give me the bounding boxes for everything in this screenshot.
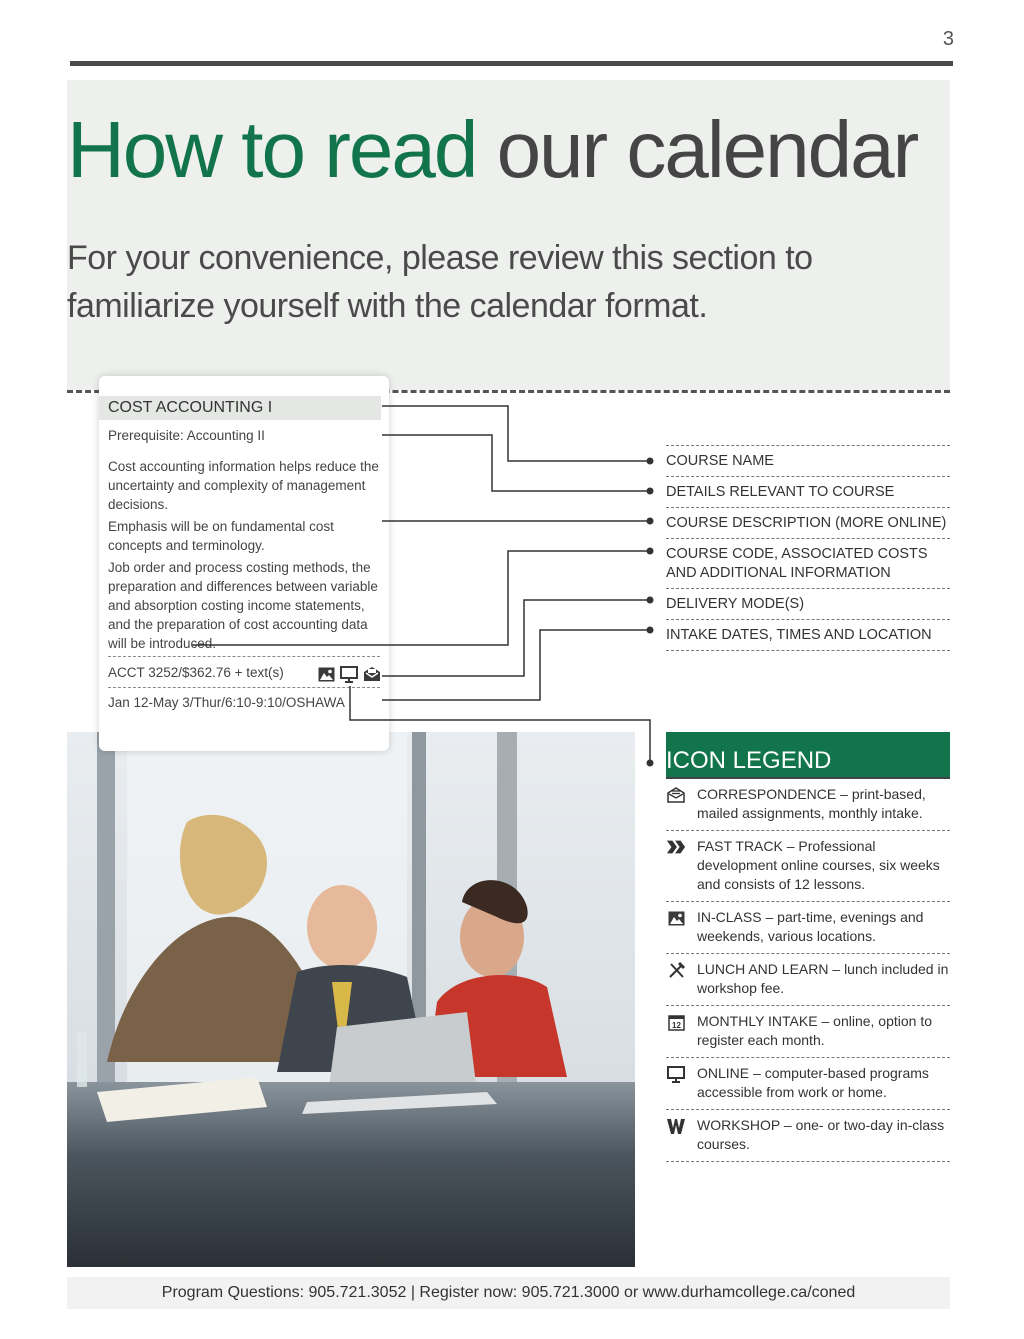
sample-course-prerequisite: Prerequisite: Accounting II [108,428,265,443]
legend-separator: – [761,909,778,925]
legend-item-name: WORKSHOP [697,1117,780,1133]
sample-course-intake: Jan 12-May 3/Thur/6:10-9:10/OSHAWA [108,695,345,710]
legend-separator: – [828,961,845,977]
legend-separator: – [779,1117,796,1133]
label-course-code: COURSE CODE, ASSOCIATED COSTS AND ADDITIONAL INFORMATION [666,538,950,588]
svg-text:12: 12 [671,1020,681,1030]
icon-legend-title: ICON LEGEND [666,732,950,779]
legend-item-name: LUNCH AND LEARN [697,961,829,977]
sample-course-description-3: Job order and process costing methods, the preparation and differences between variable and absorption costing income statements, and the preparation of cost accounting data will be introduced. [108,560,378,651]
legend-separator: – [749,1065,765,1081]
label-course-name: COURSE NAME [666,445,950,476]
legend-item-name: ONLINE [697,1065,750,1081]
footer-contact: Program Questions: 905.721.3052 | Register now: 905.721.3000 or www.durhamcollege.ca/coned [67,1277,950,1309]
page-title-rest: our calendar [496,105,918,194]
label-delivery-modes: DELIVERY MODE(S) [666,588,950,619]
legend-item-name: IN-CLASS [697,909,762,925]
page-title-highlight: How to read [67,105,477,194]
label-details: DETAILS RELEVANT TO COURSE [666,476,950,507]
legend-item-desc: print-based, mailed assignments, monthly intake. [697,786,926,821]
page-subtitle: For your convenience, please review this section to familiarize yourself with the calendar format. [67,239,813,325]
label-course-description: COURSE DESCRIPTION (MORE ONLINE) [666,507,950,538]
legend-item-desc: lunch included in workshop fee. [697,961,949,996]
sample-course-description-2: Emphasis will be on fundamental cost concepts and terminology. [108,519,334,553]
legend-item-name: CORRESPONDENCE [697,786,837,802]
legend-separator: – [817,1013,834,1029]
legend-item-name: MONTHLY INTAKE [697,1013,818,1029]
legend-item-desc: computer-based programs accessible from work or home. [697,1065,929,1100]
sample-course-name: COST ACCOUNTING I [99,396,381,420]
legend-item-name: FAST TRACK [697,838,783,854]
legend-separator: – [836,786,852,802]
legend-item-desc: online, option to register each month. [697,1013,933,1048]
legend-separator: – [782,838,799,854]
legend-item-desc: one- or two-day in-class courses. [697,1117,945,1152]
sample-course-code-cost: ACCT 3252/$362.76 + text(s) [108,665,284,680]
label-intake-dates: INTAKE DATES, TIMES AND LOCATION [666,619,950,651]
page-number: 3 [942,28,954,50]
legend-item-desc: Professional development online courses, six weeks and consists of 12 lessons. [697,838,940,892]
sample-course-description-1: Cost accounting information helps reduce the uncertainty and complexity of management decisions. [108,459,379,512]
legend-item-desc: part-time, evenings and weekends, various locations. [697,909,924,944]
